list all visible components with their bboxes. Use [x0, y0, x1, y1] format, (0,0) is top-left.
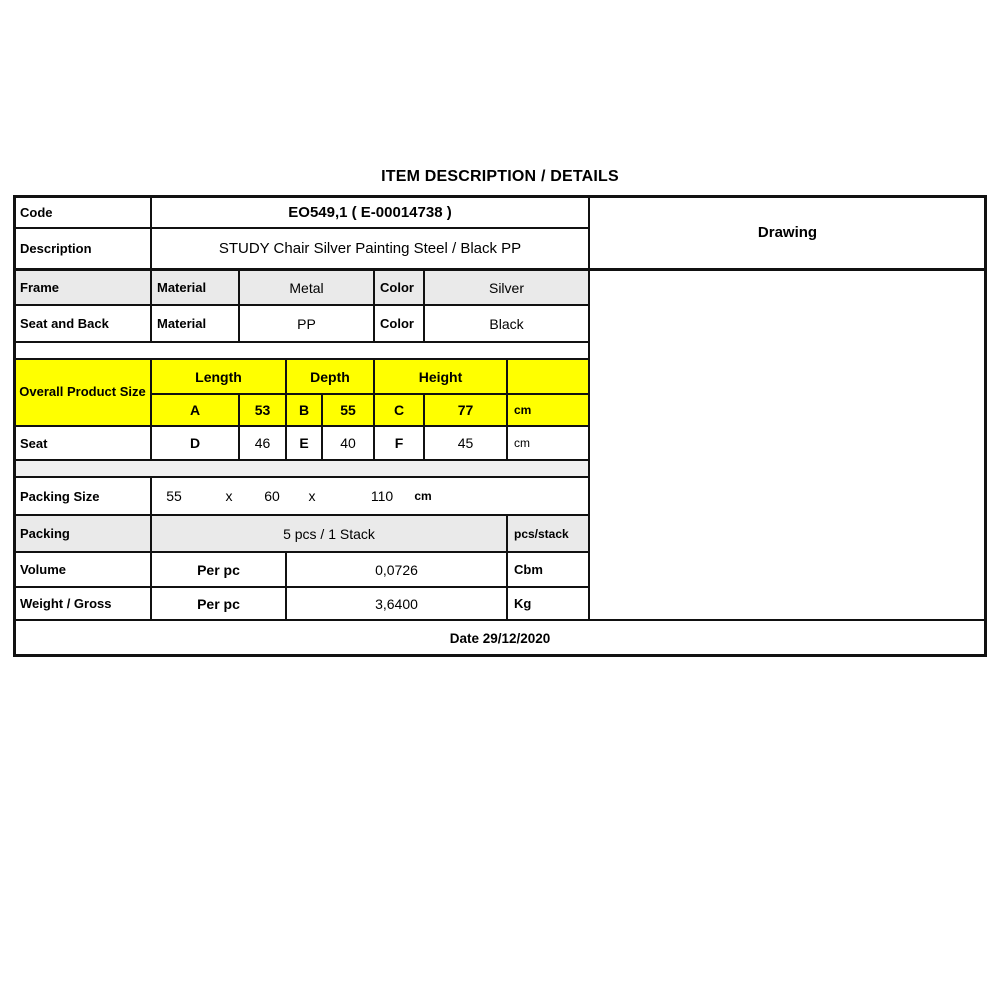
- code-label: Code: [15, 197, 152, 229]
- seatback-label: Seat and Back: [15, 306, 152, 343]
- volume-label: Volume: [15, 553, 152, 588]
- packing-size-v3: 110: [370, 488, 394, 504]
- frame-material-label: Material: [152, 271, 240, 306]
- packing-size-unit: cm: [414, 489, 432, 503]
- overall-size-label: Overall Product Size: [15, 360, 152, 427]
- frame-label: Frame: [15, 271, 152, 306]
- description-label: Description: [15, 229, 152, 271]
- dim-c-value: 77: [425, 395, 508, 427]
- dim-c-key: C: [375, 395, 425, 427]
- date-row: Date 29/12/2020: [15, 621, 985, 655]
- dim-f-key: F: [375, 427, 425, 461]
- dim-e-key: E: [287, 427, 323, 461]
- volume-unit: Cbm: [508, 553, 590, 588]
- frame-color-value: Silver: [425, 271, 590, 306]
- code-value: EO549,1 ( E-00014738 ): [152, 197, 590, 229]
- seat-label: Seat: [15, 427, 152, 461]
- packing-label: Packing: [15, 516, 152, 553]
- page-title: ITEM DESCRIPTION / DETAILS: [381, 168, 619, 185]
- spacer-band-1: [15, 343, 590, 360]
- volume-per: Per pc: [152, 553, 287, 588]
- seatback-material-value: PP: [240, 306, 375, 343]
- dim-d-value: 46: [240, 427, 287, 461]
- volume-value: 0,0726: [287, 553, 508, 588]
- packing-size-v2: 60: [264, 488, 280, 504]
- seatback-color-label: Color: [375, 306, 425, 343]
- dim-a-key: A: [152, 395, 240, 427]
- dim-a-value: 53: [240, 395, 287, 427]
- packing-unit: pcs/stack: [508, 516, 590, 553]
- dim-f-value: 45: [425, 427, 508, 461]
- weight-unit: Kg: [508, 588, 590, 621]
- height-header: Height: [375, 360, 508, 395]
- drawing-header: Drawing: [590, 197, 985, 271]
- length-header: Length: [152, 360, 287, 395]
- seat-unit: cm: [508, 427, 590, 461]
- weight-per: Per pc: [152, 588, 287, 621]
- spacer-band-2: [15, 461, 590, 478]
- dim-b-value: 55: [323, 395, 375, 427]
- weight-label: Weight / Gross: [15, 588, 152, 621]
- overall-unit: cm: [508, 395, 590, 427]
- description-value: STUDY Chair Silver Painting Steel / Black PP: [152, 229, 590, 271]
- packing-value: 5 pcs / 1 Stack: [152, 516, 508, 553]
- drawing-area: [590, 271, 985, 621]
- seatback-color-value: Black: [425, 306, 590, 343]
- weight-value: 3,6400: [287, 588, 508, 621]
- depth-header: Depth: [287, 360, 375, 395]
- packing-size-label: Packing Size: [15, 478, 152, 516]
- overall-unit-blank: [508, 360, 590, 395]
- packing-size-sep1: x: [225, 488, 233, 504]
- chair-drawing: [590, 271, 985, 621]
- frame-color-label: Color: [375, 271, 425, 306]
- frame-material-value: Metal: [240, 271, 375, 306]
- packing-size-value: [152, 478, 590, 516]
- dim-d-key: D: [152, 427, 240, 461]
- seatback-material-label: Material: [152, 306, 240, 343]
- packing-size-v1: 55: [166, 488, 182, 504]
- packing-size-sep2: x: [308, 488, 316, 504]
- dim-e-value: 40: [323, 427, 375, 461]
- dim-b-key: B: [287, 395, 323, 427]
